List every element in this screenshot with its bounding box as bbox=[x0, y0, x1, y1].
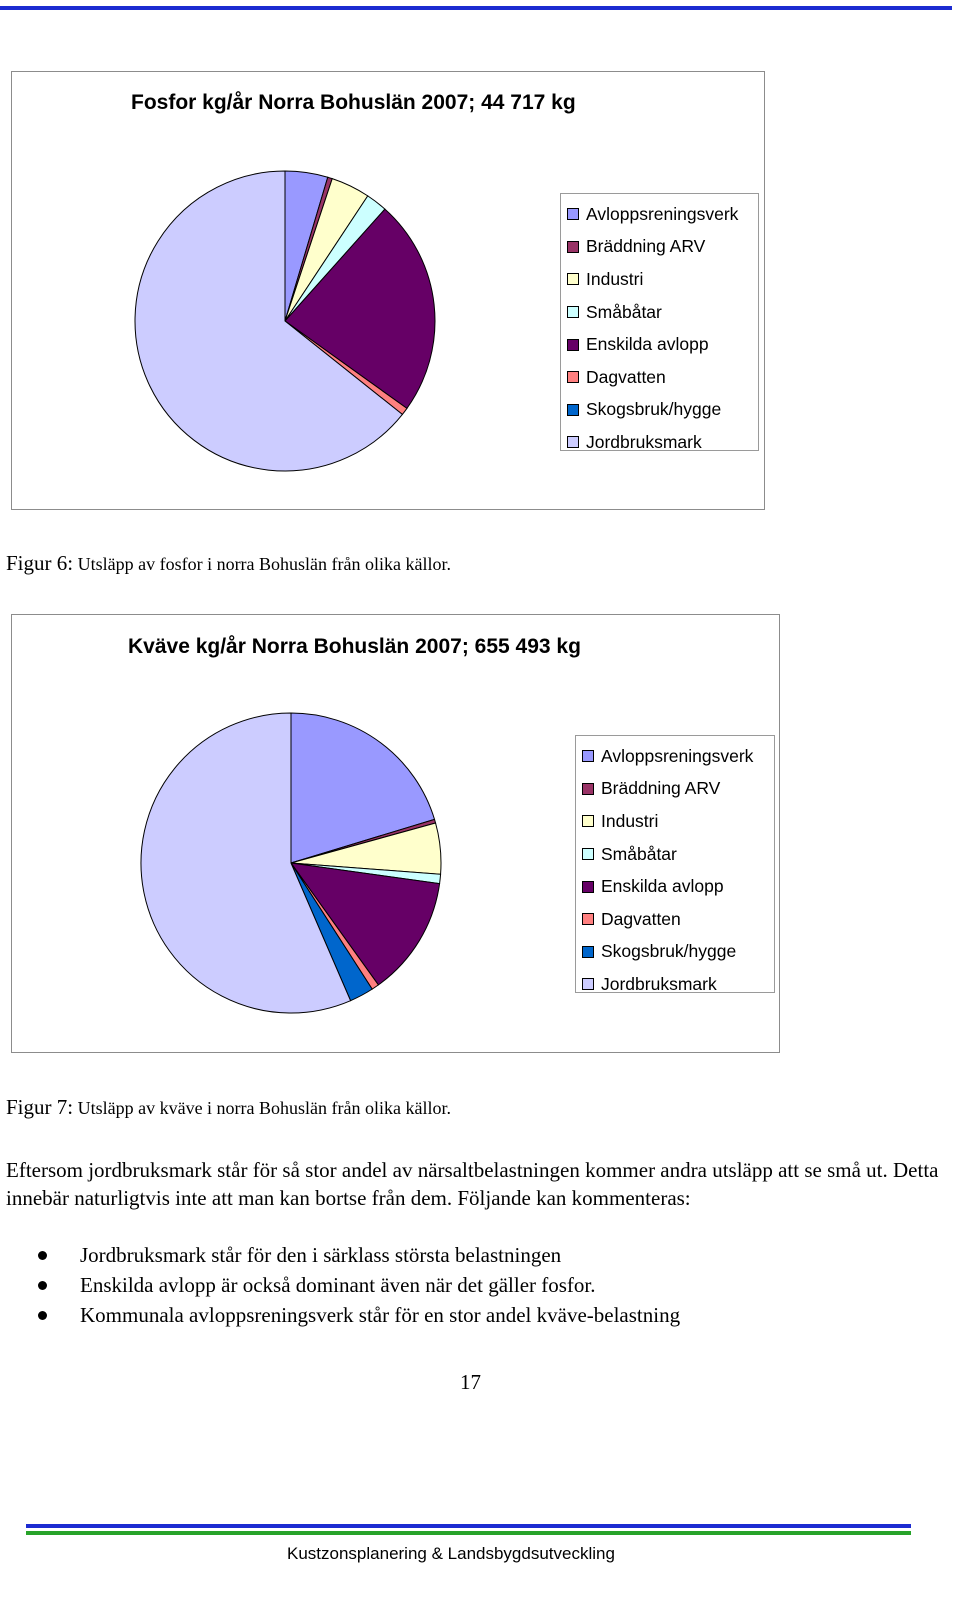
legend-label: Jordbruksmark bbox=[586, 431, 702, 452]
figure-7-label: Figur 7: bbox=[6, 1095, 74, 1119]
legend-item-dagvatten bbox=[567, 361, 752, 394]
legend-swatch bbox=[582, 946, 594, 958]
legend-swatch bbox=[567, 273, 579, 285]
legend-item-avloppsreningsverk bbox=[582, 740, 768, 773]
legend-label: Dagvatten bbox=[586, 366, 666, 387]
legend-swatch bbox=[567, 339, 579, 351]
legend-swatch bbox=[567, 436, 579, 448]
legend-swatch bbox=[567, 371, 579, 383]
legend-item-br-ddning-arv bbox=[582, 773, 768, 806]
figure-6-label: Figur 6: bbox=[6, 551, 74, 575]
page-number: 17 bbox=[460, 1370, 481, 1394]
legend-swatch bbox=[567, 208, 579, 220]
bullet-text: Jordbruksmark står för den i särklass största belastningen bbox=[80, 1243, 562, 1267]
legend-swatch bbox=[567, 241, 579, 253]
bullet-text: Enskilda avlopp är också dominant även när det gäller fosfor. bbox=[80, 1273, 596, 1297]
legend-swatch bbox=[567, 306, 579, 318]
fosfor-pie bbox=[125, 161, 445, 481]
footer-text: Kustzonsplanering & Landsbygdsutveckling bbox=[287, 1544, 615, 1563]
footer-rule-green bbox=[26, 1531, 911, 1535]
figure-7-text: Utsläpp av kväve i norra Bohuslän från olika källor. bbox=[77, 1098, 451, 1118]
legend-label: Skogsbruk/hygge bbox=[586, 399, 722, 420]
kvave-pie bbox=[131, 703, 451, 1023]
legend-item-enskilda-avlopp bbox=[567, 328, 752, 361]
legend-label: Enskilda avlopp bbox=[601, 876, 724, 897]
bullet-item bbox=[30, 1300, 680, 1330]
legend-item-dagvatten bbox=[582, 903, 768, 936]
kvave-chart-title: Kväve kg/år Norra Bohuslän 2007; 655 493 kg bbox=[128, 635, 581, 658]
legend-item-sm-b-tar bbox=[582, 838, 768, 871]
legend-swatch bbox=[582, 750, 594, 762]
kvave-legend bbox=[575, 735, 775, 993]
legend-label: Småbåtar bbox=[586, 301, 662, 322]
bullet-item bbox=[30, 1240, 680, 1270]
legend-swatch bbox=[567, 404, 579, 416]
figure-7-caption bbox=[6, 1095, 451, 1120]
legend-label: Skogsbruk/hygge bbox=[601, 941, 737, 962]
legend-item-industri bbox=[567, 263, 752, 296]
footer-rule-blue bbox=[26, 1524, 911, 1528]
legend-item-sm-b-tar bbox=[567, 296, 752, 329]
legend-swatch bbox=[582, 881, 594, 893]
legend-item-skogsbruk-hygge bbox=[567, 394, 752, 427]
legend-label: Industri bbox=[601, 810, 659, 831]
legend-label: Bräddning ARV bbox=[586, 236, 706, 257]
figure-6-text: Utsläpp av fosfor i norra Bohuslän från olika källor. bbox=[77, 554, 452, 574]
legend-label: Småbåtar bbox=[601, 843, 677, 864]
fosfor-chart bbox=[11, 71, 765, 510]
bullet-dot-icon bbox=[38, 1281, 47, 1290]
legend-label: Industri bbox=[586, 268, 644, 289]
figure-6-caption bbox=[6, 551, 451, 576]
legend-item-enskilda-avlopp bbox=[582, 870, 768, 903]
legend-label: Bräddning ARV bbox=[601, 778, 721, 799]
legend-label: Avloppsreningsverk bbox=[601, 745, 754, 766]
bullet-dot-icon bbox=[38, 1251, 47, 1260]
fosfor-legend bbox=[560, 193, 759, 451]
bullet-item bbox=[30, 1270, 680, 1300]
top-rule bbox=[0, 6, 952, 10]
legend-swatch bbox=[582, 783, 594, 795]
legend-swatch bbox=[582, 848, 594, 860]
legend-item-avloppsreningsverk bbox=[567, 198, 752, 231]
legend-label: Jordbruksmark bbox=[601, 973, 717, 994]
fosfor-chart-title: Fosfor kg/år Norra Bohuslän 2007; 44 717 kg bbox=[131, 91, 576, 114]
legend-item-jordbruksmark bbox=[582, 968, 768, 1001]
legend-item-skogsbruk-hygge bbox=[582, 936, 768, 969]
legend-swatch bbox=[582, 815, 594, 827]
legend-label: Avloppsreningsverk bbox=[586, 203, 739, 224]
bullet-text: Kommunala avloppsreningsverk står för en stor andel kväve-belastning bbox=[80, 1303, 681, 1327]
legend-item-br-ddning-arv bbox=[567, 231, 752, 264]
legend-swatch bbox=[582, 913, 594, 925]
legend-swatch bbox=[582, 978, 594, 990]
legend-item-industri bbox=[582, 805, 768, 838]
kvave-chart bbox=[11, 614, 780, 1053]
legend-item-jordbruksmark bbox=[567, 426, 752, 459]
legend-label: Enskilda avlopp bbox=[586, 334, 709, 355]
bullet-list bbox=[30, 1240, 680, 1330]
body-paragraph: Eftersom jordbruksmark står för så stor andel av närsaltbelastningen kommer andra utsläpp att se små ut. Detta innebär naturligtvis inte att man kan bortse från dem. Följande kan kommenteras: bbox=[6, 1158, 939, 1210]
bullet-dot-icon bbox=[38, 1311, 47, 1320]
legend-label: Dagvatten bbox=[601, 908, 681, 929]
